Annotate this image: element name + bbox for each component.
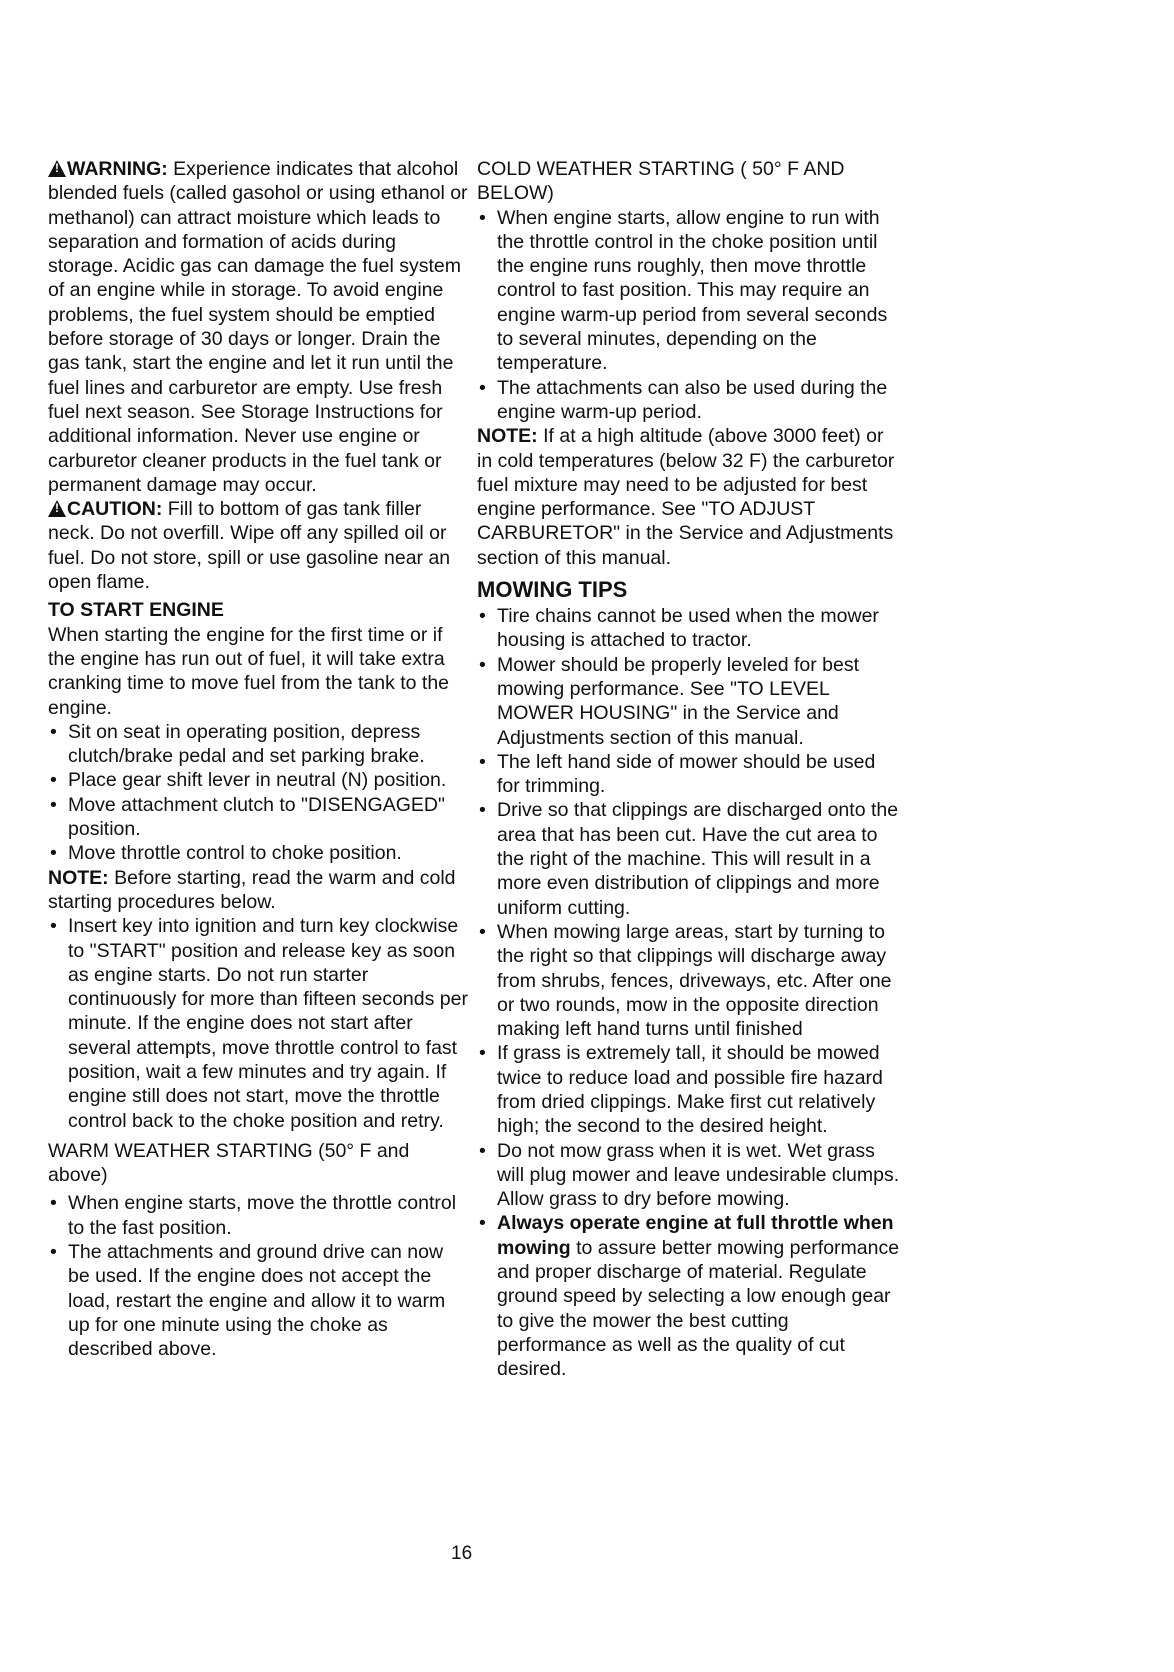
- page-number: 16: [451, 1543, 473, 1564]
- caution-label: CAUTION:: [67, 498, 163, 521]
- list-item: • The attachments can also be used during the engine warm-up period.: [477, 376, 902, 425]
- list-item: • Drive so that clippings are discharged onto the area that has been cut. Have the cut area to the right of the machine. This will result in a more even distribution of clippings and more uniform cutting.: [477, 798, 902, 919]
- list-item: • Sit on seat in operating position, depress clutch/brake pedal and set parking brake.: [48, 720, 468, 769]
- list-item: • When engine starts, allow engine to run with the throttle control in the choke position until the engine runs roughly, then move throttle control to fast position. This may require an engine warm-up period from several seconds to several minutes, depending on the temperature.: [477, 206, 902, 376]
- cold-weather-list: [477, 206, 902, 425]
- warning-paragraph: [48, 157, 468, 497]
- warm-weather-list: [48, 1191, 468, 1361]
- list-item: • Place gear shift lever in neutral (N) position.: [48, 768, 468, 792]
- start-engine-heading: TO START ENGINE: [48, 599, 224, 622]
- mowing-tips-list: [477, 604, 902, 1382]
- list-item: • When mowing large areas, start by turning to the right so that clippings will discharge away from shrubs, fences, driveways, etc. After one or two rounds, mow in the opposite direction making left hand turns until finished: [477, 920, 902, 1041]
- note-text: If at a high altitude (above 3000 feet) or in cold temperatures (below 32 F) the carburetor fuel mixture may need to be adjusted for best engine performance. See "TO ADJUST CARBURETOR" in the Service and Adjustments section of this manual.: [477, 425, 895, 569]
- note-label: NOTE:: [48, 866, 109, 889]
- list-item: • Do not mow grass when it is wet. Wet grass will plug mower and leave undesirable clumps. Allow grass to dry before mowing.: [477, 1139, 902, 1212]
- altitude-note: [477, 424, 902, 570]
- warning-text: Experience indicates that alcohol blended fuels (called gasohol or using ethanol or methanol) can attract moisture which leads to separation and formation of acids during storage. Acidic gas can damage the fuel system of an engine while in storage. To avoid engine problems, the fuel system should be emptied before storage of 30 days or longer. Drain the gas tank, start the engine and let it run until the fuel lines and carburetor are empty. Use fresh fuel next season. See Storage Instructions for additional information. Never use engine or carburetor cleaner products in the fuel tank or permanent damage may occur.: [48, 158, 468, 496]
- note-text: Before starting, read the warm and cold starting procedures below.: [48, 866, 456, 913]
- warning-label: WARNING:: [67, 158, 168, 180]
- caution-triangle-icon: [48, 500, 66, 517]
- start-note: [48, 866, 468, 915]
- caution-paragraph: [48, 497, 468, 594]
- note-label: NOTE:: [477, 425, 538, 448]
- list-item: • Move attachment clutch to "DISENGAGED" position.: [48, 793, 468, 842]
- list-item: • The attachments and ground drive can now be used. If the engine does not accept the load, restart the engine and allow it to warm up for one minute using the choke as described above.: [48, 1240, 468, 1361]
- list-item: • Move throttle control to choke position.: [48, 841, 468, 865]
- list-item: • If grass is extremely tall, it should be mowed twice to reduce load and possible fire hazard from dried clippings. Make first cut relatively high; the second to the desired height.: [477, 1041, 902, 1138]
- warning-triangle-icon: [48, 160, 66, 177]
- list-item: • Mower should be properly leveled for best mowing performance. See "TO LEVEL MOWER HOUSING" in the Service and Adjustments section of this manual.: [477, 653, 902, 750]
- list-item: • When engine starts, move the throttle control to the fast position.: [48, 1191, 468, 1240]
- left-column: [48, 157, 468, 1362]
- list-item: [477, 1211, 902, 1381]
- start-engine-intro: When starting the engine for the first time or if the engine has run out of fuel, it will take extra cranking time to move fuel from the tank to the engine.: [48, 623, 450, 719]
- list-item: • The left hand side of mower should be used for trimming.: [477, 750, 902, 799]
- throttle-text: to assure better mowing performance and proper discharge of material. Regulate ground speed by selecting a low enough gear to give the mower the best cutting performance as well as the quality of cut desired.: [497, 1236, 900, 1381]
- throttle-bold-text: Always operate engine at full throttle when mowing: [497, 1212, 894, 1259]
- caution-text: Fill to bottom of gas tank filler neck. Do not overfill. Wipe off any spilled oil or fuel. Do not store, spill or use gasoline near an open flame.: [48, 498, 451, 594]
- cold-weather-heading: COLD WEATHER STARTING ( 50° F AND BELOW): [477, 158, 845, 205]
- list-item: • Tire chains cannot be used when the mower housing is attached to tractor.: [477, 604, 902, 653]
- right-column: [477, 157, 902, 1382]
- warm-weather-heading: WARM WEATHER STARTING (50° F and above): [48, 1139, 410, 1187]
- start-steps-list: [48, 720, 468, 866]
- mowing-tips-heading: MOWING TIPS: [477, 577, 628, 603]
- list-item: • Insert key into ignition and turn key clockwise to "START" position and release key as soon as engine starts. Do not run starter continuously for more than fifteen seconds per minute. If the engine does not start after several attempts, move throttle control to fast position, wait a few minutes and try again. If engine still does not start, move the throttle control back to the choke position and retry.: [48, 914, 468, 1133]
- key-steps-list: [48, 914, 468, 1133]
